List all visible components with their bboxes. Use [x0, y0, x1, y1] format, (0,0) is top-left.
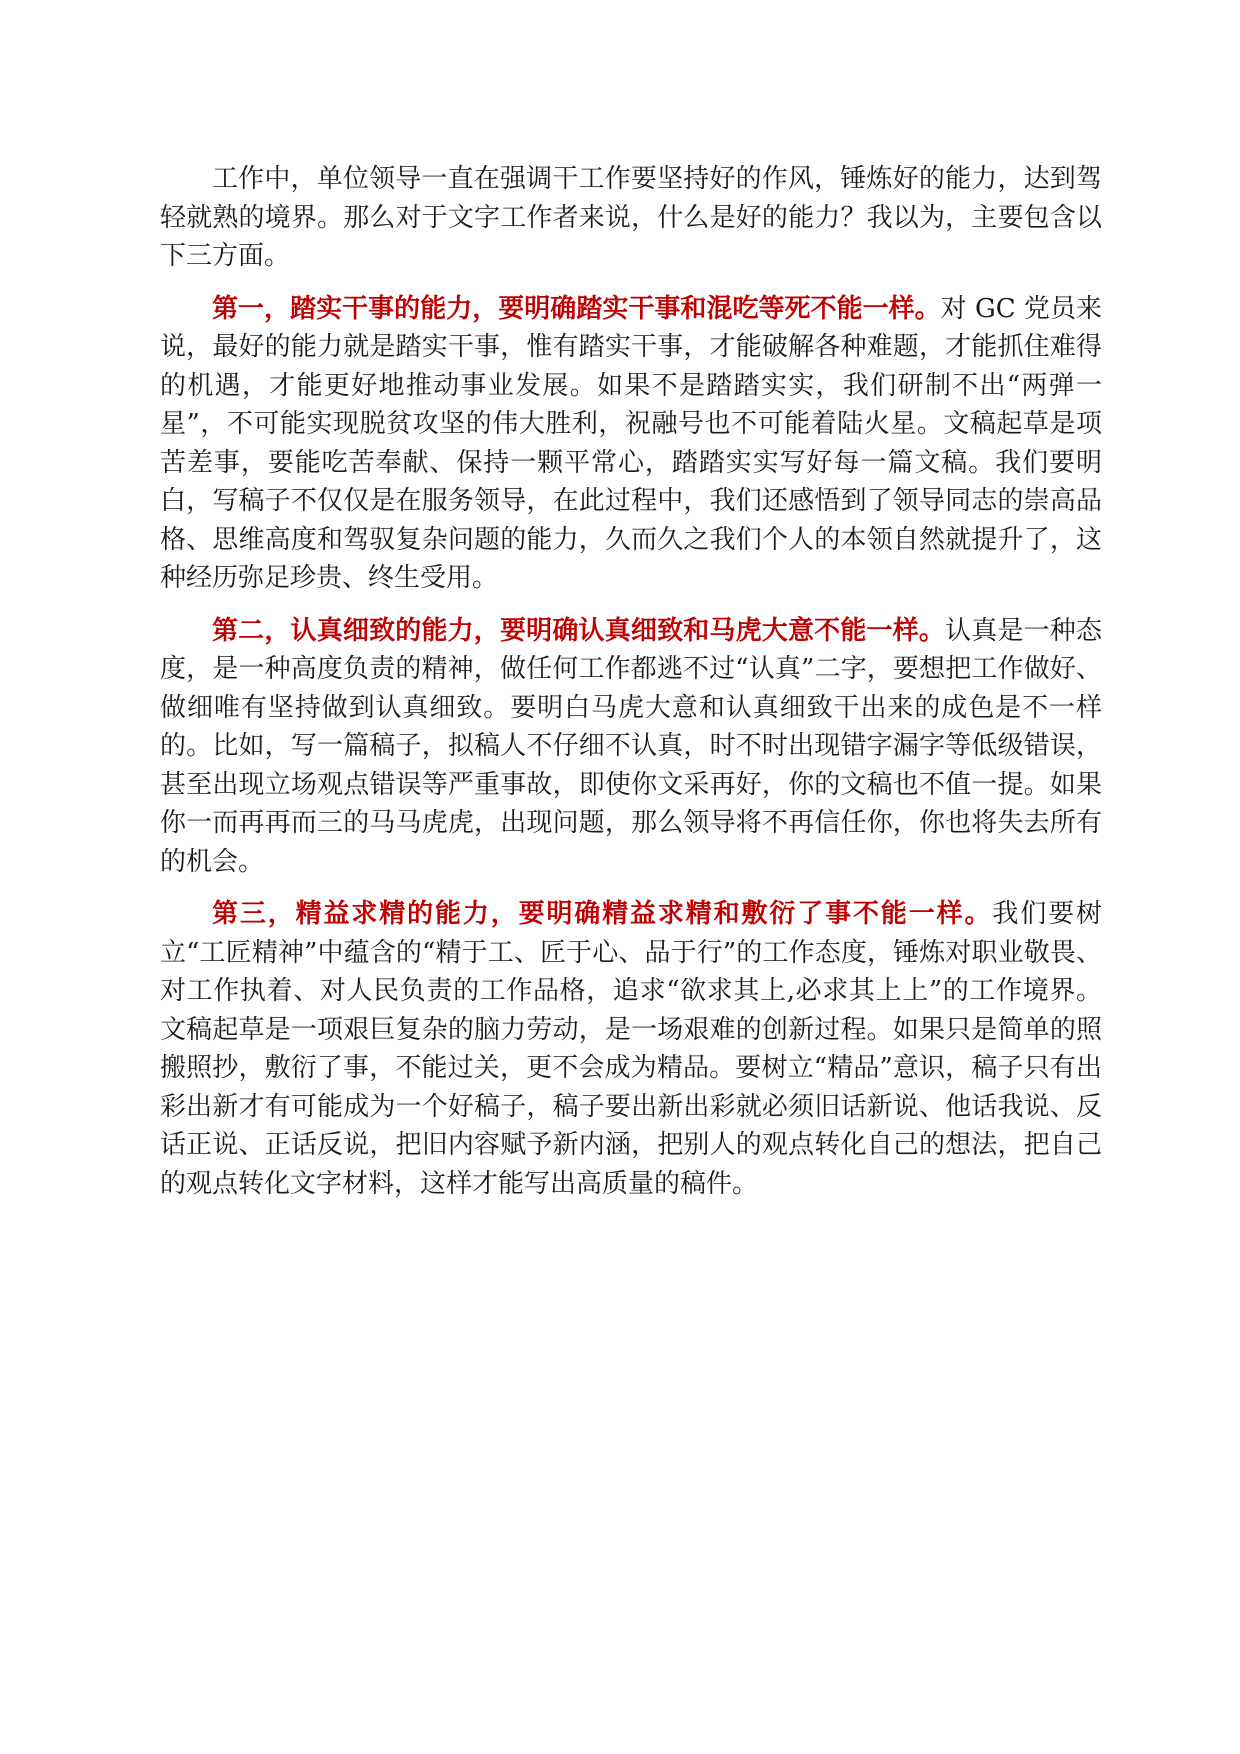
section-body-1: 对 GC 党员来说，最好的能力就是踏实干事，惟有踏实干事，才能破解各种难题，才能抓住难得的机遇，才能更好地推动事业发展。如果不是踏踏实实，我们研制不出“两弹一星”，不可能实现脱贫攻坚的伟大胜利，祝融号也不可能着陆火星。文稿起草是项苦差事，要能吃苦奉献、保持一颗平常心，踏踏实实写好每一篇文稿。我们要明白，写稿子不仅仅是在服务领导，在此过程中，我们还感悟到了领导同志的崇高品格、思维高度和驾驭复杂问题的能力，久而久之我们个人的本领自然就提升了，这种经历弥足珍贵、终生受用。	[160, 293, 1102, 593]
section-body-2: 认真是一种态度，是一种高度负责的精神，做任何工作都逃不过“认真”二字，要想把工作做好、做细唯有坚持做到认真细致。要明白马虎大意和认真细致干出来的成色是不一样的。比如，写一篇稿子，拟稿人不仔细不认真，时不时出现错字漏字等低级错误，甚至出现立场观点错误等严重事故，即使你文采再好，你的文稿也不值一提。如果你一而再再而三的马马虎虎，出现问题，那么领导将不再信任你，你也将失去所有的机会。	[160, 615, 1102, 877]
document-body	[160, 160, 1102, 1217]
section-paragraph-2	[160, 612, 1102, 882]
section-paragraph-1	[160, 290, 1102, 598]
intro-paragraph: 工作中，单位领导一直在强调干工作要坚持好的作风，锤炼好的能力，达到驾轻就熟的境界。那么对于文字工作者来说，什么是好的能力？我以为，主要包含以下三方面。	[160, 164, 1102, 271]
section-lead-3: 第三，精益求精的能力，要明确精益求精和敷衍了事不能一样。	[212, 899, 993, 929]
section-lead-1: 第一，踏实干事的能力，要明确踏实干事和混吃等死不能一样。	[212, 293, 941, 324]
section-lead-2: 第二，认真细致的能力，要明确认真细致和马虎大意不能一样。	[212, 615, 946, 646]
section-paragraph-3	[160, 895, 1102, 1203]
section-body-3: 我们要树立“工匠精神”中蕴含的“精于工、匠于心、品于行”的工作态度，锤炼对职业敬畏、对工作执着、对人民负责的工作品格，追求“欲求其上,必求其上上”的工作境界。文稿起草是一项艰巨复杂的脑力劳动，是一场艰难的创新过程。如果只是简单的照搬照抄，敷衍了事，不能过关，更不会成为精品。要树立“精品”意识，稿子只有出彩出新才有可能成为一个好稿子，稿子要出新出彩就必须旧话新说、他话我说、反话正说、正话反说，把旧内容赋予新内涵，把别人的观点转化自己的想法，把自己的观点转化文字材料，这样才能写出高质量的稿件。	[160, 899, 1102, 1199]
